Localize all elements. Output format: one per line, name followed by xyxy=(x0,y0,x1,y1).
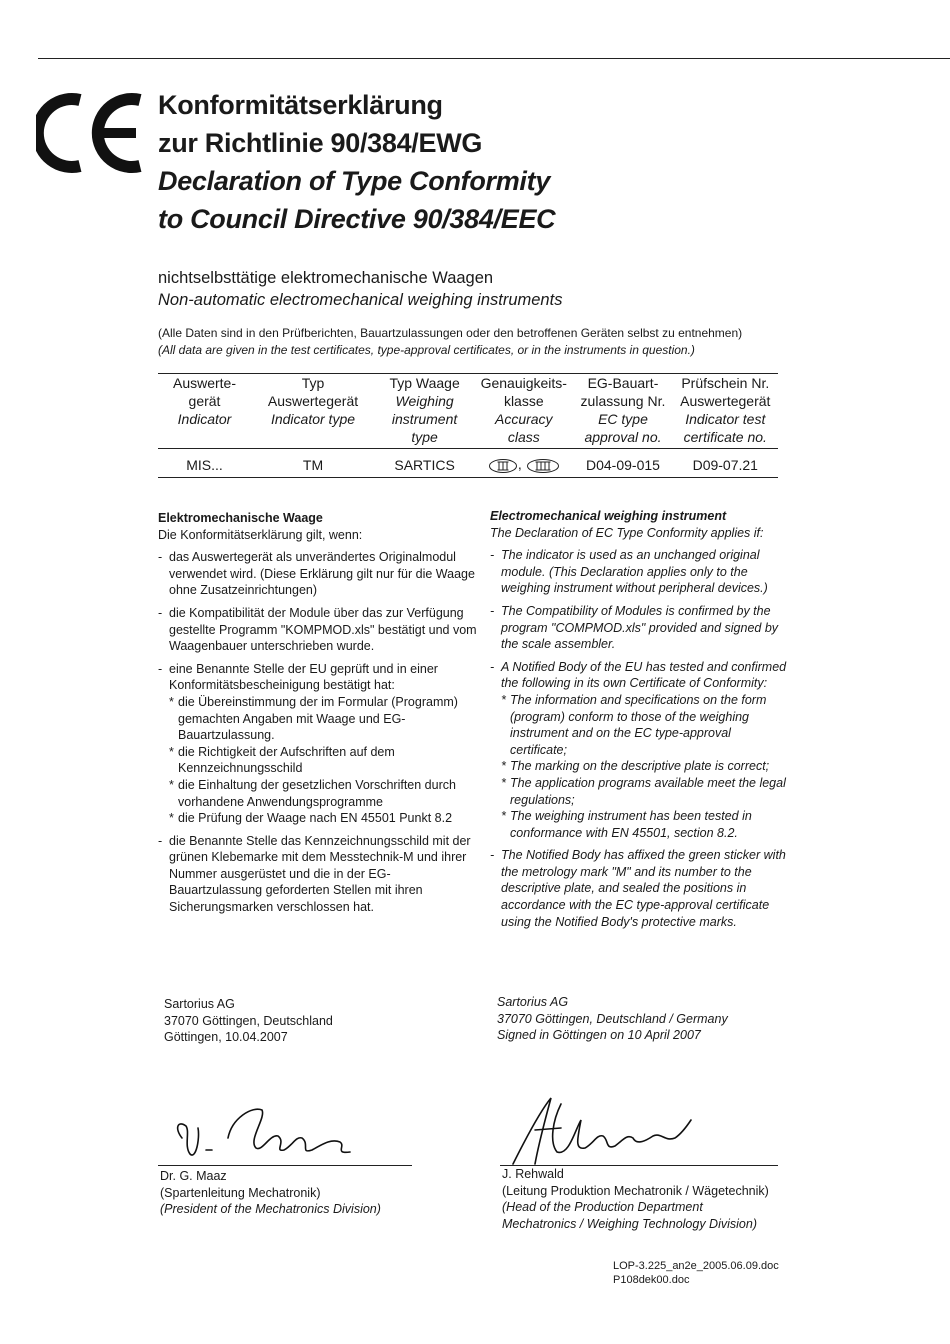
sub-list-item: * die Richtigkeit der Aufschriften auf dem Kennzeichnungsschild xyxy=(169,744,395,776)
left-address: Sartorius AG 37070 Göttingen, Deutschland Göttingen, 10.04.2007 xyxy=(164,997,333,1045)
note-de: (Alle Daten sind in den Prüfberichten, Bauartzulassungen oder den betroffenen Geräten selbst zu entnehmen) xyxy=(158,326,743,340)
sub-list-item: * The information and specifications on the form (program) conform to those of the weighing instrument and on the EC type-approval certificate; xyxy=(501,692,767,757)
cell-certificate-no: D09-07.21 xyxy=(673,449,778,478)
accuracy-class-iii-icon xyxy=(488,458,518,474)
header-instrument-type: Typ Waage Weighing instrument type xyxy=(375,374,474,449)
sub-list-item: * The weighing instrument has been tested in conformance with EN 45501, section 8.2. xyxy=(501,809,752,840)
left-signer: Dr. G. Maaz (Spartenleitung Mechatronik) (President of the Mechatronics Division) xyxy=(160,1169,381,1217)
class-separator: , xyxy=(517,456,522,473)
left-heading: Elektromechanische Waage xyxy=(158,511,323,525)
top-rule xyxy=(38,58,950,59)
sub-list-item: * die Prüfung der Waage nach EN 45501 Punkt 8.2 xyxy=(169,811,453,826)
cell-instrument-type: SARTICS xyxy=(375,449,474,478)
table-header-row xyxy=(158,374,778,449)
list-item: - die Kompatibilität der Module über das zur Verfügung gestellte Programm "KOMPMOD.xls" bestätigt und vom Waagenbauer unterschrieben wurde. xyxy=(158,605,477,654)
signature-rehwald xyxy=(505,1090,705,1170)
cell-accuracy-class xyxy=(474,449,573,478)
sub-list-item: * die Einhaltung der gesetzlichen Vorschriften durch vorhandene Anwendungsprogramme xyxy=(169,777,456,809)
data-note xyxy=(158,325,742,359)
list-item: - die Benannte Stelle das Kennzeichnungsschild mit der grünen Klebemarke mit dem Messtechnik-M und ihrer Nummer ausgerüstet und die in der EG-Bauartzulassung geforderten Stellen mit ihren Sicherungsmarken verschlossen hat. xyxy=(158,833,471,915)
sub-list-item: * The application programs available meet the legal regulations; xyxy=(501,775,786,807)
header-indicator: Auswerte- gerät Indicator xyxy=(158,374,251,449)
cell-indicator: MIS... xyxy=(158,449,251,478)
list-item: - The Compatibility of Modules is confirmed by the program "COMPMOD.xls" provided and signed by the scale assembler. xyxy=(490,603,779,652)
right-address: Sartorius AG 37070 Göttingen, Deutschland / Germany Signed in Göttingen on 10 April 2007 xyxy=(497,995,728,1043)
cell-approval-no: D04-09-015 xyxy=(573,449,672,478)
list-item: - eine Benannte Stelle der EU geprüft und in einer Konformitätsbescheinigung bestätigt hat: * die Übereinstimmung der im Formular (Programm) gemachten Angaben mit Waage und EG-Bauartzulassung. * die Richtigkeit der Aufschriften auf dem Kennzeichnungsschild * die Einhaltung der gesetzlichen Vorschriften durch vorhandene Anwendungsprogramme * die Prüfung der Waage nach EN 45501 Punkt 8.2 xyxy=(158,661,478,827)
header-approval-no: EG-Bauart- zulassung Nr. EC type approval no. xyxy=(573,374,672,449)
header-accuracy-class: Genauigkeits- klasse Accuracy class xyxy=(474,374,573,449)
list-item: - The indicator is used as an unchanged original module. (This Declaration applies only to the weighing instrument without peripheral devices.) xyxy=(490,548,768,596)
title-line-2: zur Richtlinie 90/384/EWG xyxy=(158,128,483,158)
title-line-1: Konformitätserklärung xyxy=(158,90,443,120)
german-conditions xyxy=(158,510,478,916)
accuracy-class-iiii-icon xyxy=(526,458,560,474)
cell-indicator-type: TM xyxy=(251,449,375,478)
title-line-4: to Council Directive 90/384/EEC xyxy=(158,204,556,234)
subtitle-de: nichtselbsttätige elektromechanische Waagen xyxy=(158,269,494,287)
sub-list-item: * die Übereinstimmung der im Formular (Programm) gemachten Angaben mit Waage und EG-Bauartzulassung. xyxy=(169,694,458,743)
table-row xyxy=(158,449,778,478)
right-heading: Electromechanical weighing instrument xyxy=(490,509,727,523)
sub-list-item: * The marking on the descriptive plate is correct; xyxy=(501,759,770,774)
list-item: - The Notified Body has affixed the green sticker with the metrology mark "M" and its number to the descriptive plate, and sealed the positions in accordance with the EC type-approval certificate using the Notified Body's protective marks. xyxy=(490,848,786,929)
document-title xyxy=(158,86,555,238)
footer-file-reference: LOP-3.225_an2e_2005.06.09.doc P108dek00.doc xyxy=(613,1260,779,1286)
right-signer: J. Rehwald (Leitung Produktion Mechatronik / Wägetechnik) (Head of the Production Department Mechatronics / Weighing Technology Division) xyxy=(502,1167,769,1231)
title-line-3: Declaration of Type Conformity xyxy=(158,166,551,196)
list-item: - A Notified Body of the EU has tested and confirmed the following in its own Certificate of Conformity: * The information and specifications on the form (program) conform to those of the weighing instrument and on the EC type-approval certificate; * The marking on the descriptive plate is correct; * The application programs available meet the legal regulations; * The weighing instrument has been tested in conformance with EN 45501, section 8.2. xyxy=(490,659,790,842)
right-intro: The Declaration of EC Type Conformity applies if: xyxy=(490,525,764,540)
subtitle xyxy=(158,267,562,311)
left-signature-line xyxy=(158,1165,412,1166)
signature-maaz xyxy=(170,1098,370,1168)
subtitle-en: Non-automatic electromechanical weighing instruments xyxy=(158,291,563,309)
list-item: - das Auswertegerät als unverändertes Originalmodul verwendet wird. (Diese Erklärung gilt nur für die Waage ohne Zusatzeinrichtungen) xyxy=(158,550,475,598)
header-certificate-no: Prüfschein Nr. Auswertegerät Indicator test certificate no. xyxy=(673,374,778,449)
note-en: (All data are given in the test certificates, type-approval certificates, or in the instruments in question.) xyxy=(158,343,695,357)
conformity-table xyxy=(158,373,778,478)
ce-mark-logo xyxy=(36,92,146,174)
english-conditions xyxy=(490,508,790,930)
left-intro: Die Konformitätserklärung gilt, wenn: xyxy=(158,527,363,542)
header-indicator-type: Typ Auswertegerät Indicator type xyxy=(251,374,375,449)
